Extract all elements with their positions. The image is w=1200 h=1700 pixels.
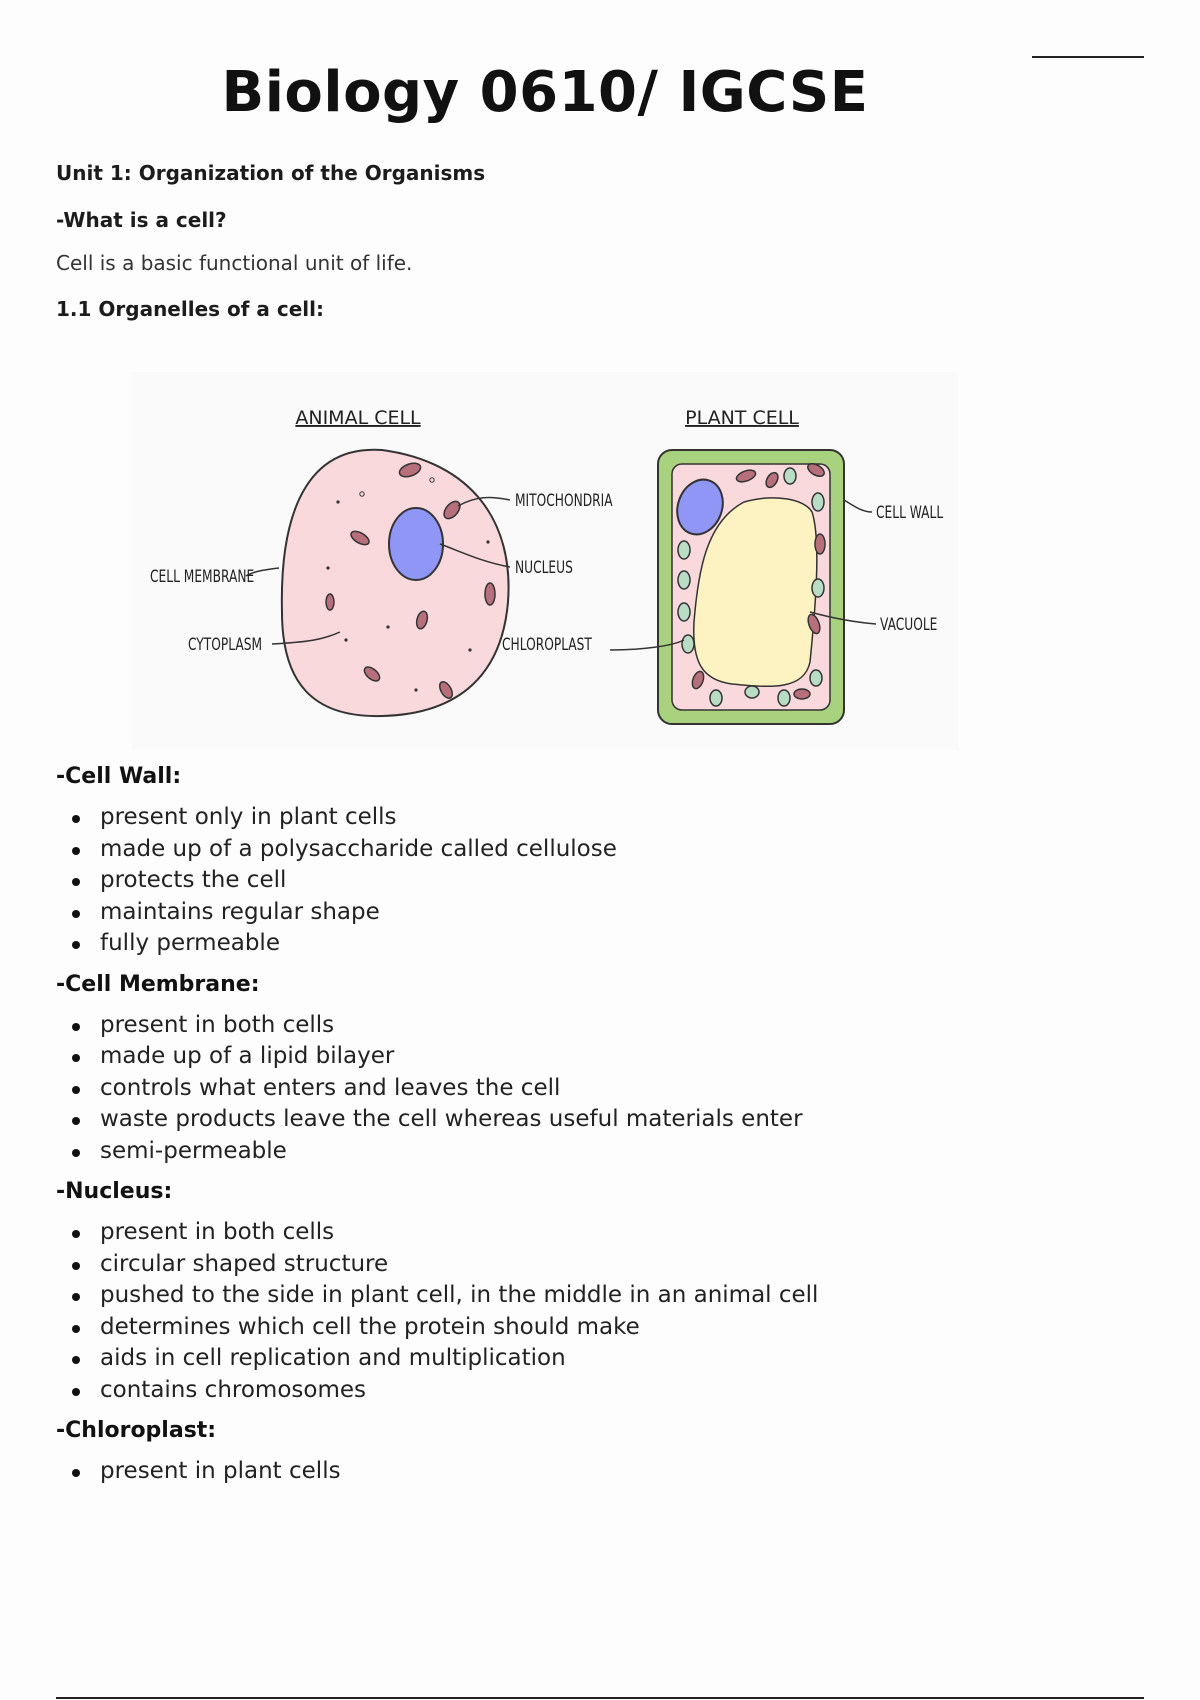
bullet-icon (72, 1293, 80, 1301)
label-nucleus: NUCLEUS (515, 558, 573, 578)
bullet-icon (72, 1469, 80, 1477)
question-heading: -What is a cell? (56, 208, 227, 232)
section-heading: -Chloroplast: (56, 1418, 217, 1443)
page-title: Biology 0610/ IGCSE (221, 60, 869, 125)
list-item-text: protects the cell (100, 867, 287, 893)
bullet-icon (72, 1054, 80, 1062)
bullet-icon (72, 1023, 80, 1031)
section-heading: -Cell Wall: (56, 764, 182, 789)
top-rule (1032, 56, 1144, 58)
bullet-icon (72, 878, 80, 886)
list-item (72, 1217, 1136, 1249)
list-item-text: circular shaped structure (100, 1250, 389, 1277)
section-heading: -Cell Membrane: (56, 971, 260, 997)
list-item (72, 1136, 1136, 1168)
section-cell-wall (56, 762, 1136, 960)
list-item-text: pushed to the side in plant cell, in the middle in an animal cell (100, 1282, 819, 1308)
list-item (72, 1280, 1136, 1312)
list-item (72, 1104, 1136, 1136)
bullet-icon (72, 1149, 80, 1157)
bullet-list (56, 1456, 1136, 1488)
animal-cell-title: ANIMAL CELL (295, 407, 421, 429)
list-item (72, 1456, 1136, 1488)
bullet-icon (72, 1388, 80, 1396)
list-item (72, 1073, 1136, 1105)
section-cell-membrane (56, 970, 1136, 1168)
bullet-icon (72, 1356, 80, 1364)
list-item (72, 1249, 1136, 1281)
list-item (72, 1041, 1136, 1073)
list-item-text: determines which cell the protein should make (100, 1313, 640, 1340)
list-item-text: present in both cells (100, 1219, 335, 1245)
list-item-text: made up of a lipid bilayer (100, 1043, 395, 1069)
bullet-icon (72, 1262, 80, 1270)
bullet-icon (72, 1325, 80, 1333)
list-item (72, 928, 1136, 960)
list-item-text: made up of a polysaccharide called cellulose (100, 835, 617, 862)
list-item-text: waste products leave the cell whereas useful materials enter (100, 1106, 803, 1132)
list-item-text: maintains regular shape (100, 898, 380, 925)
cell-diagram (132, 372, 958, 750)
bullet-icon (72, 1117, 80, 1125)
label-vacuole: VACUOLE (880, 615, 938, 635)
list-item (72, 897, 1136, 929)
animal-nucleus (389, 508, 443, 580)
label-cytoplasm: CYTOPLASM (188, 635, 263, 655)
list-item-text: fully permeable (100, 930, 280, 956)
bullet-icon (72, 847, 80, 855)
list-item (72, 1375, 1136, 1407)
list-item-text: present only in plant cells (100, 804, 397, 830)
bullet-icon (72, 1086, 80, 1094)
section-chloroplast (56, 1416, 1136, 1488)
plant-cell-title: PLANT CELL (685, 407, 799, 429)
list-item-text: contains chromosomes (100, 1376, 366, 1403)
label-chloroplast: CHLOROPLAST (502, 635, 592, 655)
list-item-text: present in plant cells (100, 1458, 341, 1484)
section-nucleus (56, 1177, 1136, 1406)
list-item (72, 865, 1136, 897)
list-item-text: controls what enters and leaves the cell (100, 1074, 561, 1101)
list-item-text: semi-permeable (100, 1137, 287, 1164)
list-item (72, 834, 1136, 866)
bullet-icon (72, 910, 80, 918)
cell-diagram-svg (132, 372, 958, 750)
list-item (72, 1312, 1136, 1344)
section-heading: -Nucleus: (56, 1179, 173, 1204)
list-item-text: present in both cells (100, 1011, 335, 1038)
label-cell-wall: CELL WALL (876, 503, 944, 523)
list-item (72, 802, 1136, 834)
bullet-icon (72, 815, 80, 823)
bullet-list (56, 802, 1136, 960)
bullet-list (56, 1010, 1136, 1168)
label-cell-membrane: CELL MEMBRANE (150, 567, 255, 587)
bottom-rule (56, 1697, 1144, 1699)
label-mitochondria: MITOCHONDRIA (515, 491, 613, 511)
organelles-heading: 1.1 Organelles of a cell: (56, 297, 325, 321)
answer-text: Cell is a basic functional unit of life. (56, 251, 413, 275)
animal-cell-body (282, 450, 509, 716)
bullet-list (56, 1217, 1136, 1406)
bullet-icon (72, 1230, 80, 1238)
notes-sections (56, 762, 1136, 1498)
list-item (72, 1343, 1136, 1375)
unit-heading: Unit 1: Organization of the Organisms (56, 161, 486, 185)
list-item-text: aids in cell replication and multiplication (100, 1345, 566, 1371)
list-item (72, 1010, 1136, 1042)
bullet-icon (72, 941, 80, 949)
